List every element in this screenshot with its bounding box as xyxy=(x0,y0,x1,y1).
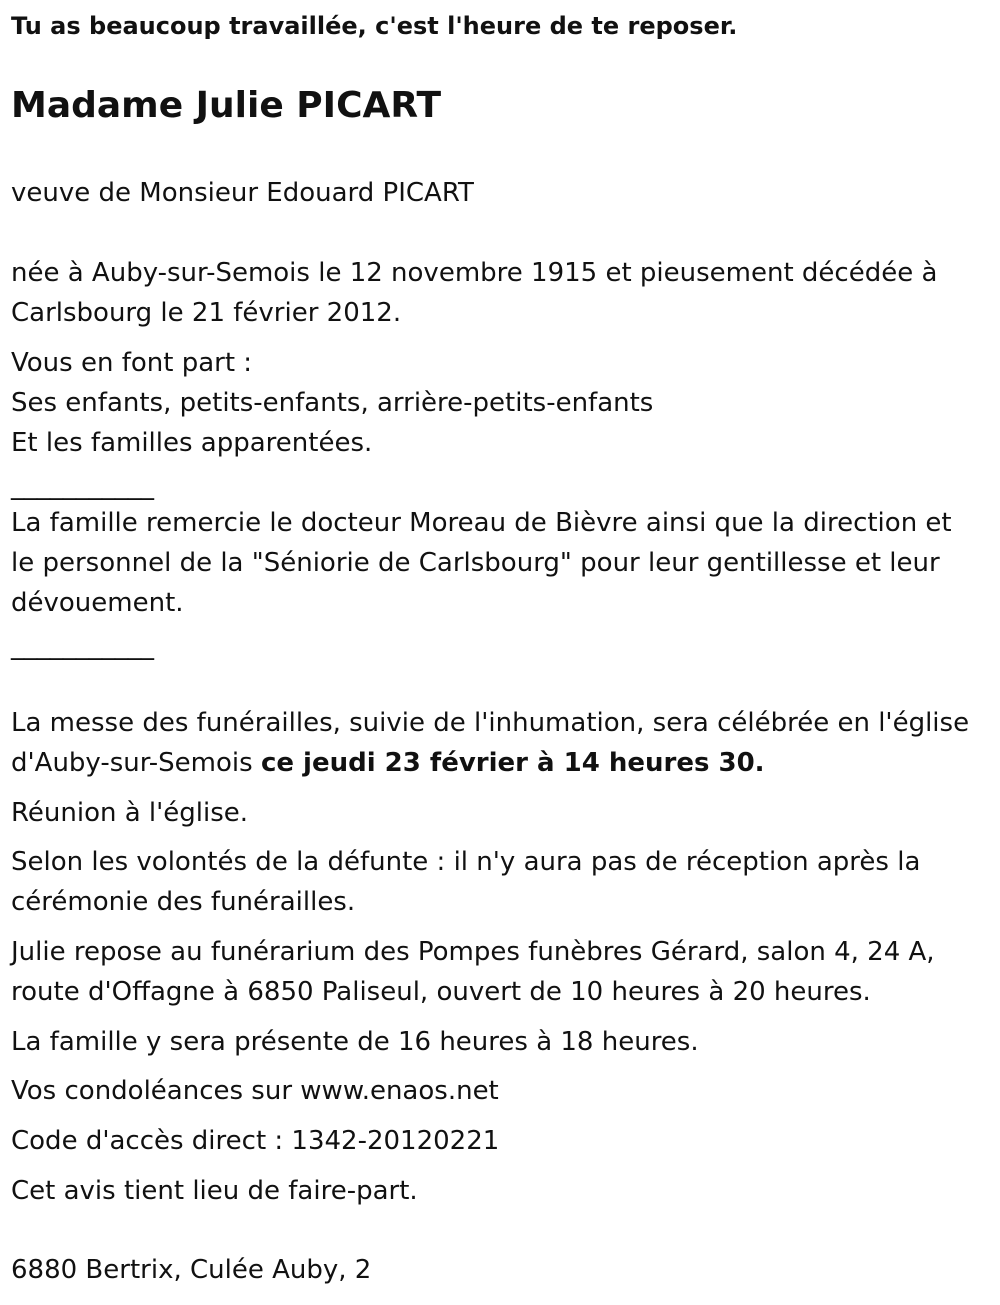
funeral-line-2 xyxy=(11,743,765,783)
announcers-intro: Vous en font part : xyxy=(11,348,253,378)
access-code: Code d'accès direct : 1342-20120221 xyxy=(11,1126,500,1156)
funerarium-line-2: route d'Offagne à 6850 Paliseul, ouvert de 10 heures à 20 heures. xyxy=(11,977,871,1007)
condolences: Vos condoléances sur www.enaos.net xyxy=(11,1076,499,1106)
widow-of: veuve de Monsieur Edouard PICART xyxy=(11,178,474,208)
thanks-line-3: dévouement. xyxy=(11,588,184,618)
address: 6880 Bertrix, Culée Auby, 2 xyxy=(11,1255,372,1285)
birth-death-line-1: née à Auby-sur-Semois le 12 novembre 1915 et pieusement décédée à xyxy=(11,258,938,288)
birth-death-line-2: Carlsbourg le 21 février 2012. xyxy=(11,298,402,328)
separator-2: ___________ xyxy=(11,631,154,661)
funeral-date-time: ce jeudi 23 février à 14 heures 30. xyxy=(260,748,765,778)
thanks-line-2: le personnel de la "Séniorie de Carlsbourg" pour leur gentillesse et leur xyxy=(11,548,940,578)
notice: Cet avis tient lieu de faire-part. xyxy=(11,1176,418,1206)
announcers-families: Et les familles apparentées. xyxy=(11,428,373,458)
wishes-line-1: Selon les volontés de la défunte : il n'y aura pas de réception après la xyxy=(11,847,921,877)
funeral-line-1: La messe des funérailles, suivie de l'inhumation, sera célébrée en l'église xyxy=(11,708,970,738)
wishes-line-2: cérémonie des funérailles. xyxy=(11,887,356,917)
funerarium-line-1: Julie repose au funérarium des Pompes funèbres Gérard, salon 4, 24 A, xyxy=(11,937,935,967)
funeral-location: d'Auby-sur-Semois xyxy=(11,748,261,778)
announcers-children: Ses enfants, petits-enfants, arrière-petits-enfants xyxy=(11,388,654,418)
thanks-line-1: La famille remercie le docteur Moreau de Bièvre ainsi que la direction et xyxy=(11,508,952,538)
epigraph: Tu as beaucoup travaillée, c'est l'heure de te reposer. xyxy=(11,12,738,40)
meeting-place: Réunion à l'église. xyxy=(11,798,249,828)
page-title: Madame Julie PICART xyxy=(11,85,442,126)
separator-1: ___________ xyxy=(11,471,154,501)
family-presence: La famille y sera présente de 16 heures à 18 heures. xyxy=(11,1027,699,1057)
